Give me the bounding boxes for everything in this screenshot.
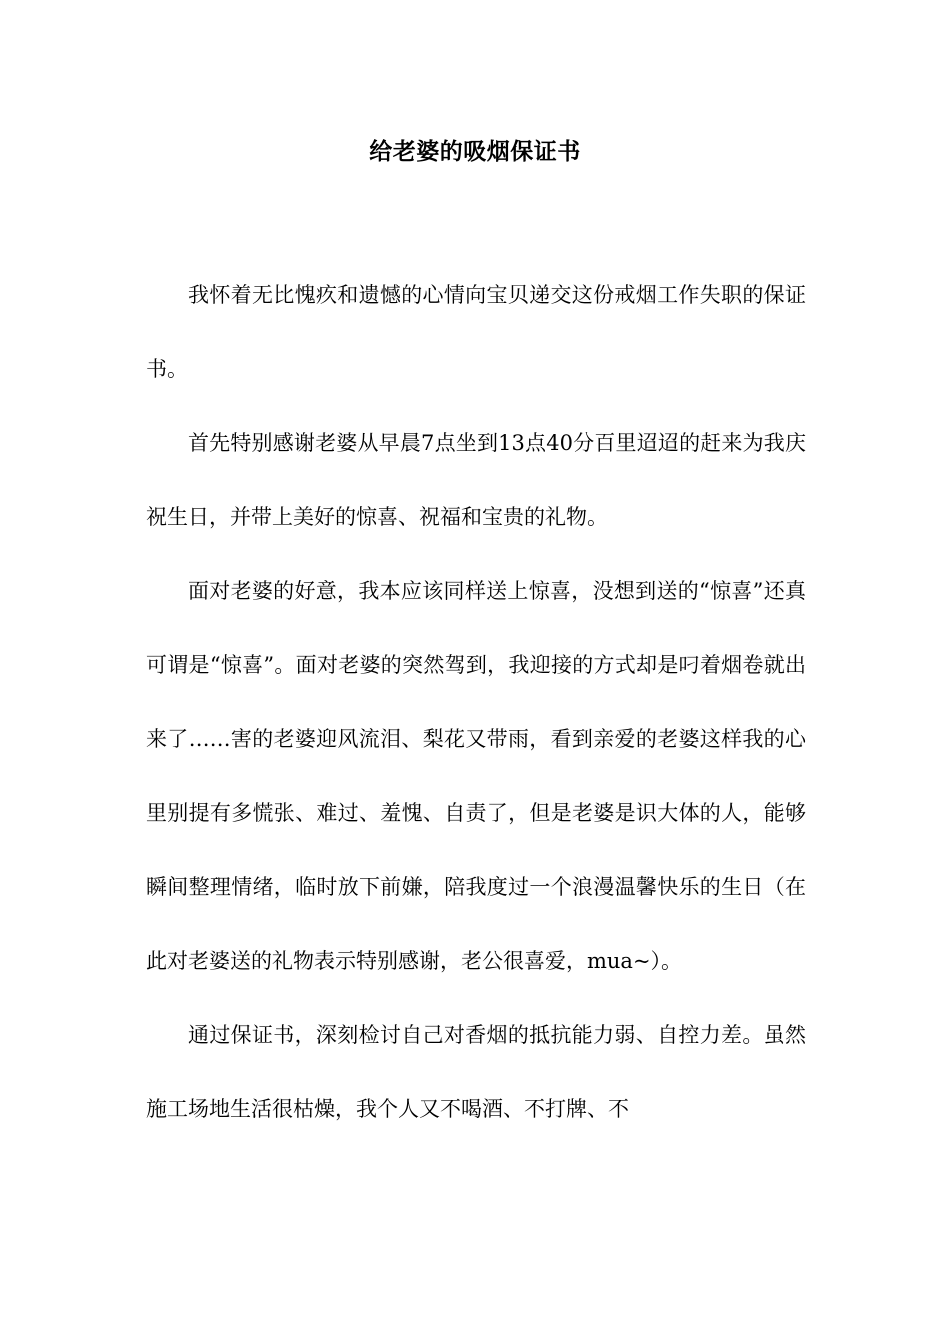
document-title: 给老婆的吸烟保证书: [369, 138, 581, 165]
document-body: [146, 258, 806, 1146]
paragraph: 通过保证书，深刻检讨自己对香烟的抵抗能力弱、自控力差。虽然施工场地生活很枯燥，我个人又不喝酒、不打牌、不: [146, 1023, 806, 1121]
paragraph: 首先特别感谢老婆从早晨7点坐到13点40分百里迢迢的赶来为我庆祝生日，并带上美好的惊喜、祝福和宝贵的礼物。: [146, 431, 806, 529]
paragraph: 我怀着无比愧疚和遗憾的心情向宝贝递交这份戒烟工作失职的保证书。: [146, 283, 806, 381]
paragraph: 面对老婆的好意，我本应该同样送上惊喜，没想到送的“惊喜”还真可谓是“惊喜”。面对老婆的突然驾到，我迎接的方式却是叼着烟卷就出来了……害的老婆迎风流泪、梨花又带雨，看到亲爱的老婆这样我的心里别提有多慌张、难过、羞愧、自责了，但是老婆是识大体的人，能够瞬间整理情绪，临时放下前嫌，陪我度过一个浪漫温馨快乐的生日（在此对老婆送的礼物表示特别感谢，老公很喜爱，mua~）。: [146, 579, 806, 973]
